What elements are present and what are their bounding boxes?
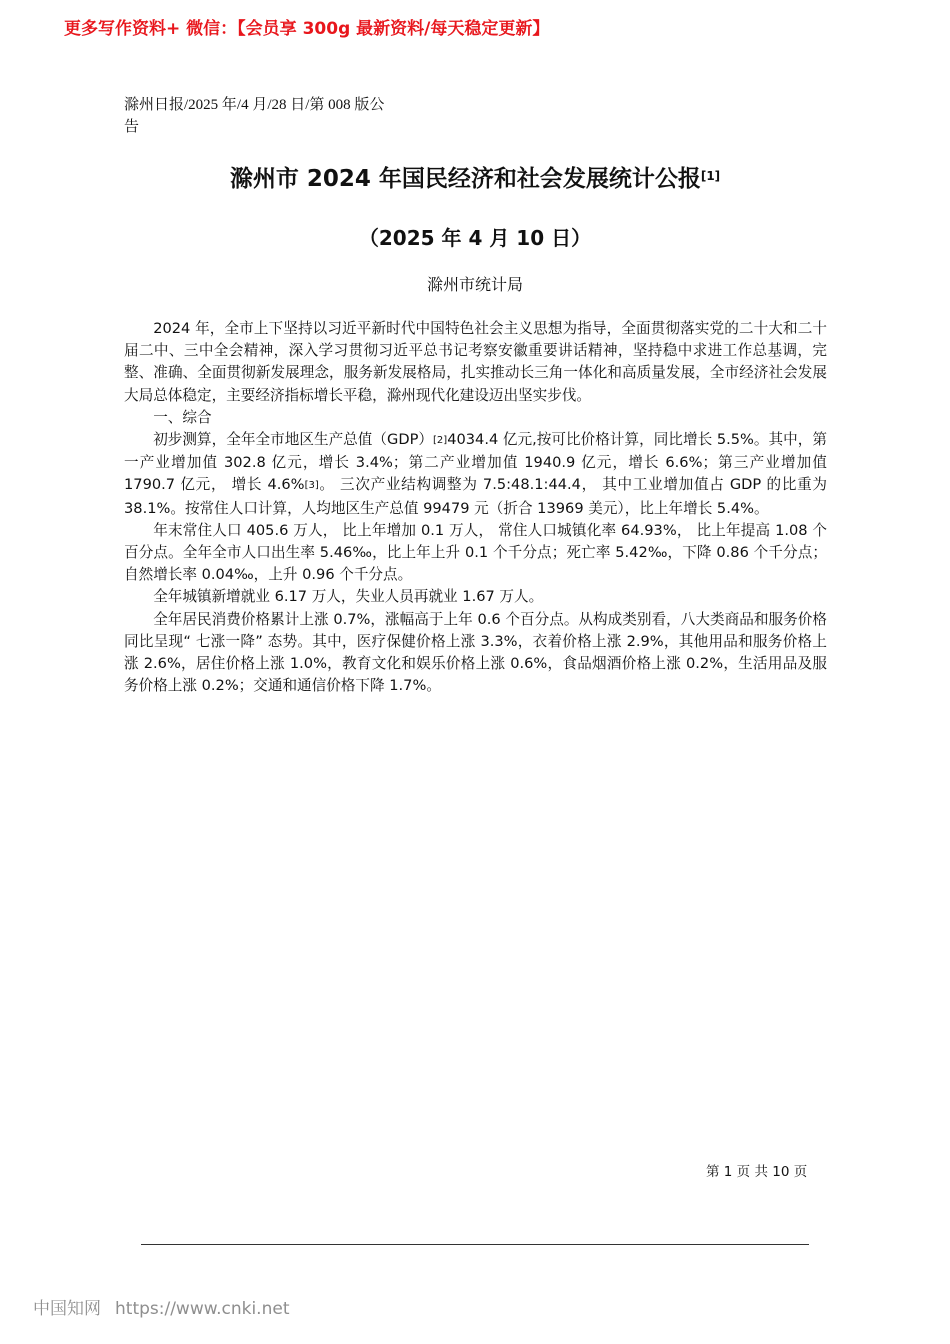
title-text: 滁州市 2024 年国民经济和社会发展统计公报 bbox=[229, 166, 701, 192]
publication-source: 滁州日报/2025 年/4 月/28 日/第 008 版公告 bbox=[124, 97, 385, 135]
issuing-bureau: 滁州市统计局 bbox=[426, 275, 523, 294]
gdp-paragraph bbox=[124, 429, 827, 520]
footer-divider bbox=[141, 1244, 809, 1245]
gdp-text-c: 。 三次产业结构调整为 7.5:48.1:44.4， 其中工业增加值占 GDP 的比重为 38.1%。按常住人口计算，人均地区生产总值 99479 元（折合 13969 美元），比上年增长 5.4%。 bbox=[124, 476, 827, 517]
population-paragraph: 年末常住人口 405.6 万人， 比上年增加 0.1 万人， 常住人口城镇化率 64.93%， 比上年提高 1.08 个百分点。全年全市人口出生率 5.46‰，比上年上升 0.1 个千分点；死亡率 5.42‰，下降 0.86 个千分点；自然增长率 0.04‰，上升 0.96 个千分点。 bbox=[124, 521, 827, 584]
promo-banner: 更多写作资料+ 微信：【会员享 300g 最新资料/每天稳定更新】 bbox=[64, 19, 550, 39]
gdp-text-a: 初步测算，全年全市地区生产总值（GDP） bbox=[153, 431, 434, 449]
employment-paragraph: 全年城镇新增就业 6.17 万人，失业人员再就业 1.67 万人。 bbox=[153, 588, 544, 606]
publish-date: （2025 年 4 月 10 日） bbox=[358, 226, 592, 250]
document-title bbox=[0, 160, 950, 193]
footnote-ref-3[interactable]: [3] bbox=[304, 480, 319, 492]
footnote-ref-2[interactable]: [2] bbox=[433, 435, 448, 447]
intro-paragraph: 2024 年，全市上下坚持以习近平新时代中国特色社会主义思想为指导，全面贯彻落实党的二十大和二十届二中、三中全会精神，深入学习贯彻习近平总书记考察安徽重要讲话精神，坚持稳中求进工作总基调，完整、准确、全面贯彻新发展理念，服务新发展格局，扎实推动长三角一体化和高质量发展，全市经济社会发展大局总体稳定，主要经济指标增长平稳，滁州现代化建设迈出坚实步伐。 bbox=[124, 320, 827, 404]
section-heading: 一、综合 bbox=[153, 408, 212, 426]
document-body bbox=[124, 318, 827, 697]
title-footnote-ref[interactable]: [1] bbox=[700, 169, 721, 183]
footer-site-name: 中国知网 bbox=[33, 1299, 101, 1319]
cpi-paragraph: 全年居民消费价格累计上涨 0.7%，涨幅高于上年 0.6 个百分点。从构成类别看，八大类商品和服务价格同比呈现“ 七涨一降” 态势。其中，医疗保健价格上涨 3.3%，衣着价格上涨 2.9%，其他用品和服务价格上涨 2.6%，居住价格上涨 1.0%，教育文化和娱乐价格上涨 0.6%，食品烟酒价格上涨 0.2%，生活用品及服务价格上涨 0.2%；交通和通信价格下降 1.7%。 bbox=[124, 610, 827, 695]
gdp-text-b: 4034.4 亿元,按可比价格计算，同比增长 5.5%。其中，第一产业增加值 302.8 亿元，增长 3.4%；第二产业增加值 1940.9 亿元，增长 6.6%；第三产业增加值 1790.7 亿元， 增长 4.6% bbox=[124, 431, 827, 494]
footer-watermark bbox=[33, 1294, 289, 1319]
page-number: 第 1 页 共 10 页 bbox=[706, 1164, 808, 1180]
footer-url[interactable]: https://www.cnki.net bbox=[115, 1299, 290, 1319]
